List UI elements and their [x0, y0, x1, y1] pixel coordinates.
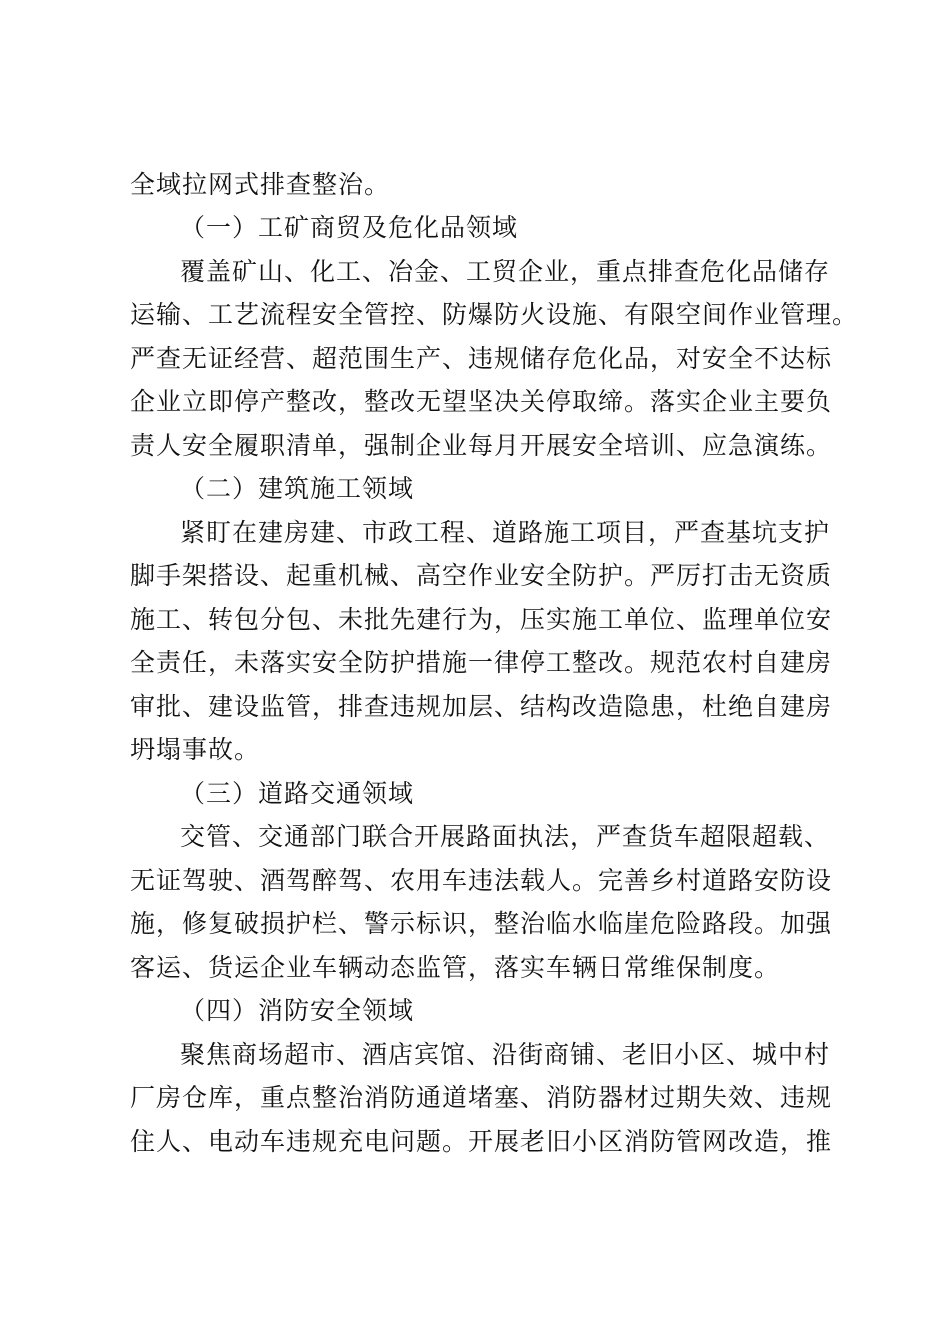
paragraph-line: 住人、电动车违规充电问题。开展老旧小区消防管网改造，推: [130, 1127, 833, 1156]
paragraph-line: 无证驾驶、酒驾醉驾、农用车违法载人。完善乡村道路安防设: [130, 866, 833, 895]
paragraph-line: 责人安全履职清单，强制企业每月开展安全培训、应急演练。: [130, 431, 833, 460]
paragraph-line: 施，修复破损护栏、警示标识，整治临水临崖危险路段。加强: [130, 909, 833, 938]
section-heading: （二）建筑施工领域: [180, 474, 415, 503]
paragraph-line: 紧盯在建房建、市政工程、道路施工项目，严查基坑支护: [180, 518, 831, 547]
paragraph-line: 客运、货运企业车辆动态监管，落实车辆日常维保制度。: [130, 953, 781, 982]
paragraph-line: 厂房仓库，重点整治消防通道堵塞、消防器材过期失效、违规: [130, 1083, 833, 1112]
section-heading: （四）消防安全领域: [180, 996, 415, 1025]
paragraph-line: 聚焦商场超市、酒店宾馆、沿街商铺、老旧小区、城中村: [180, 1040, 831, 1069]
paragraph-line: 严查无证经营、超范围生产、违规储存危化品，对安全不达标: [130, 344, 833, 373]
paragraph-line: 施工、转包分包、未批先建行为，压实施工单位、监理单位安: [130, 605, 833, 634]
paragraph-line: 覆盖矿山、化工、冶金、工贸企业，重点排查危化品储存: [180, 257, 831, 286]
section-heading: （三）道路交通领域: [180, 779, 415, 808]
paragraph-line: 全域拉网式排查整治。: [130, 170, 391, 199]
paragraph-line: 脚手架搭设、起重机械、高空作业安全防护。严厉打击无资质: [130, 561, 833, 590]
paragraph-line: 审批、建设监管，排查违规加层、结构改造隐患，杜绝自建房: [130, 692, 833, 721]
paragraph-line: 运输、工艺流程安全管控、防爆防火设施、有限空间作业管理。: [130, 300, 859, 329]
paragraph-line: 坍塌事故。: [130, 735, 261, 764]
paragraph-line: 全责任，未落实安全防护措施一律停工整改。规范农村自建房: [130, 648, 833, 677]
paragraph-line: 交管、交通部门联合开展路面执法，严查货车超限超载、: [180, 822, 831, 851]
section-heading: （一）工矿商贸及危化品领域: [180, 213, 519, 242]
paragraph-line: 企业立即停产整改，整改无望坚决关停取缔。落实企业主要负: [130, 387, 833, 416]
